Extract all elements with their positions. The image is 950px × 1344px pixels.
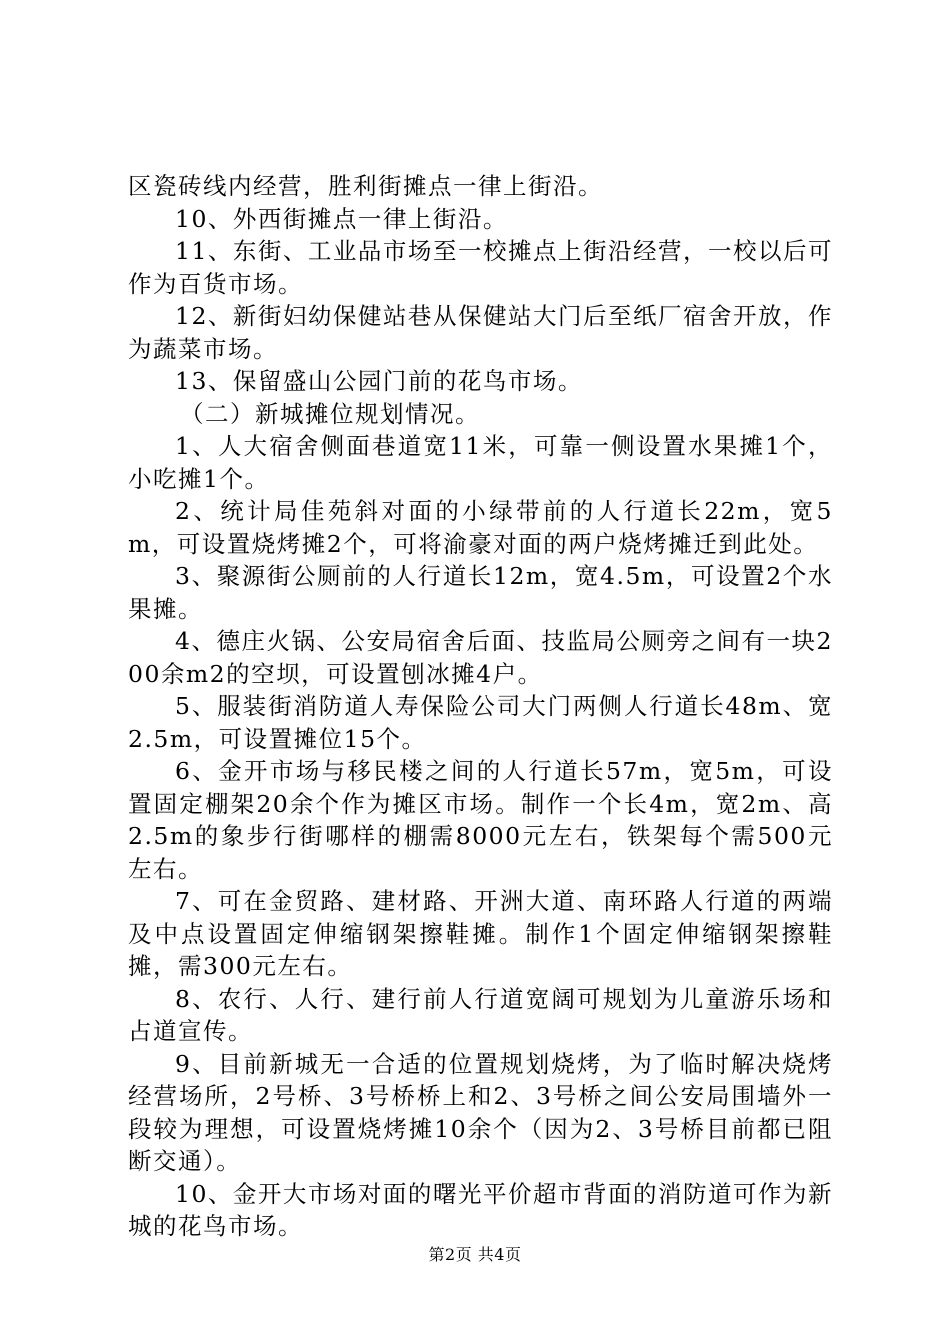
page-number-footer: 第2页 共4页 xyxy=(428,1245,522,1264)
paragraph: 10、外西街摊点一律上街沿。 xyxy=(175,204,508,233)
paragraph: 1、人大宿舍侧面巷道宽11米，可靠一侧设置水果摊1个，小吃摊1个。 xyxy=(128,432,833,493)
paragraph: 7、可在金贸路、建材路、开洲大道、南环路人行道的两端及中点设置固定伸缩钢架擦鞋摊。制作1个固定伸缩钢架擦鞋摊，需300元左右。 xyxy=(128,887,833,980)
paragraph: 2、统计局佳苑斜对面的小绿带前的人行道长22m，宽5m，可设置烧烤摊2个，可将渝豪对面的两户烧烤摊迁到此处。 xyxy=(128,497,833,558)
paragraph: 13、保留盛山公园门前的花鸟市场。 xyxy=(175,367,583,395)
paragraph: 4、德庄火锅、公安局宿舍后面、技监局公厕旁之间有一块200余m2的空坝，可设置刨冰摊4户。 xyxy=(128,627,833,688)
paragraph: 9、目前新城无一合适的位置规划烧烤，为了临时解决烧烤经营场所，2号桥、3号桥桥上和2、3号桥之间公安局围墙外一段较为理想，可设置烧烤摊10余个（因为2、3号桥目前都已阻断交通）。 xyxy=(128,1049,833,1175)
paragraph: 区瓷砖线内经营，胜利街摊点一律上街沿。 xyxy=(128,172,603,200)
paragraph: 11、东街、工业品市场至一校摊点上街沿经营，一校以后可作为百货市场。 xyxy=(128,237,833,298)
paragraph: 3、聚源街公厕前的人行道长12m，宽4.5m，可设置2个水果摊。 xyxy=(128,562,833,623)
paragraph: 6、金开市场与移民楼之间的人行道长57m，宽5m，可设置固定棚架20余个作为摊区市场。制作一个长4m，宽2m、高2.5m的象步行街哪样的棚需8000元左右，铁架每个需500元左右。 xyxy=(128,757,833,883)
document-body xyxy=(128,170,833,1243)
section-heading: （二）新城摊位规划情况。 xyxy=(180,399,480,428)
paragraph: 12、新街妇幼保健站巷从保健站大门后至纸厂宿舍开放，作为蔬菜市场。 xyxy=(128,302,833,363)
paragraph: 10、金开大市场对面的曙光平价超市背面的消防道可作为新城的花鸟市场。 xyxy=(128,1179,833,1240)
paragraph: 8、农行、人行、建行前人行道宽阔可规划为儿童游乐场和占道宣传。 xyxy=(128,984,833,1045)
paragraph: 5、服装街消防道人寿保险公司大门两侧人行道长48m、宽2.5m，可设置摊位15个。 xyxy=(128,692,833,753)
